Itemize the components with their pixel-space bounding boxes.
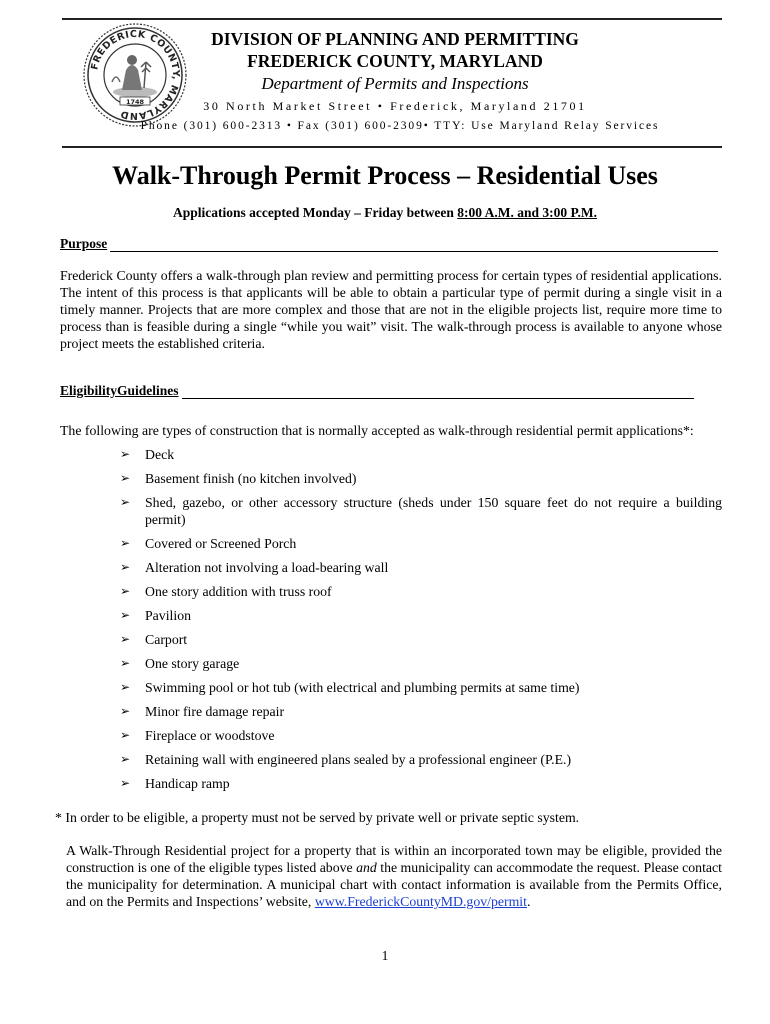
header-bottom-rule	[62, 146, 722, 148]
seal-icon	[82, 22, 188, 128]
arrow-bullet-icon: ➢	[120, 536, 131, 550]
purpose-paragraph: Frederick County offers a walk-through plan review and permitting process for certain types of residential applications. The intent of this process is that applicants will be able to obtain a particular type of permit during a single visit in a timely manner. Projects that are more complex and those that are not in the eligible projects list, require more time to process than is feasible during a single “while you wait” visit. The walk-through process is available to anyone whose project meets the established criteria.	[60, 268, 722, 351]
arrow-bullet-icon: ➢	[120, 632, 131, 646]
arrow-bullet-icon: ➢	[120, 776, 131, 790]
eligibility-intro: The following are types of construction that is normally accepted as walk-through residential permit applications*:	[60, 423, 694, 438]
arrow-bullet-icon: ➢	[120, 704, 131, 718]
county-seal-logo	[82, 22, 188, 128]
phone-fax-line: Phone (301) 600-2313 • Fax (301) 600-2309• TTY: Use Maryland Relay Services	[140, 120, 660, 132]
list-item: ➢ One story garage	[120, 656, 240, 671]
application-hours-prefix: Applications accepted Monday – Friday between	[172, 205, 458, 220]
municipal-emphasis: and	[356, 860, 377, 875]
list-item: ➢ Shed, gazebo, or other accessory structure (sheds under 150 square feet do not require a building permit)	[120, 495, 722, 527]
page-number: 1	[381, 948, 389, 963]
arrow-bullet-icon: ➢	[120, 752, 131, 766]
document-title: Walk-Through Permit Process – Residential Uses	[112, 161, 658, 190]
list-item: ➢ Fireplace or woodstove	[120, 728, 275, 743]
arrow-bullet-icon: ➢	[120, 471, 131, 485]
list-item: ➢ Pavilion	[120, 608, 191, 623]
eligibility-footnote: * In order to be eligible, a property must not be served by private well or private septic system.	[55, 810, 580, 825]
seal-ring-text: FREDERICK COUNTY, MARYLAND	[89, 28, 182, 122]
purpose-heading-label: Purpose	[60, 236, 108, 251]
arrow-bullet-icon: ➢	[120, 560, 131, 574]
permits-website-link[interactable]: www.FrederickCountyMD.gov/permit	[314, 894, 527, 909]
list-item: ➢ Deck	[120, 447, 175, 462]
arrow-bullet-icon: ➢	[120, 680, 131, 694]
list-item: ➢ Covered or Screened Porch	[120, 536, 297, 551]
list-item: ➢ Minor fire damage repair	[120, 704, 285, 719]
municipal-text-2: the municipality can accommodate the request. Please contact the municipality for determination. A municipal chart with contact information is available from the Permits Office, and on the Permits and Inspections’ website,	[66, 860, 722, 909]
list-item: ➢ One story addition with truss roof	[120, 584, 332, 599]
division-title: DIVISION OF PLANNING AND PERMITTING	[211, 29, 579, 49]
list-item: ➢ Handicap ramp	[120, 776, 230, 791]
municipal-text-end: .	[526, 894, 531, 909]
arrow-bullet-icon: ➢	[120, 728, 131, 742]
application-hours	[0, 205, 770, 221]
eligibility-heading-label: EligibilityGuidelines	[60, 383, 179, 398]
seal-year: 1748	[125, 98, 145, 106]
arrow-bullet-icon: ➢	[120, 584, 131, 598]
arrow-bullet-icon: ➢	[120, 447, 131, 461]
municipal-paragraph	[66, 842, 722, 910]
list-item: ➢ Basement finish (no kitchen involved)	[120, 471, 357, 486]
list-item: ➢ Carport	[120, 632, 188, 647]
list-item: ➢ Swimming pool or hot tub (with electrical and plumbing permits at same time)	[120, 680, 580, 695]
eligibility-heading-rule	[182, 398, 694, 399]
purpose-heading	[60, 236, 722, 252]
list-item: ➢ Alteration not involving a load-bearing wall	[120, 560, 389, 575]
arrow-bullet-icon: ➢	[120, 495, 131, 509]
application-hours-time: 8:00 A.M. and 3:00 P.M.	[457, 205, 597, 220]
department-title: Department of Permits and Inspections	[261, 74, 529, 93]
arrow-bullet-icon: ➢	[120, 608, 131, 622]
municipal-text-1: A Walk-Through Residential project for a property that is within an incorporated town may be eligible, provided the construction is one of the eligible types listed above	[66, 843, 722, 875]
purpose-heading-rule	[110, 251, 718, 252]
eligibility-heading	[60, 383, 700, 399]
address-line: 30 North Market Street • Frederick, Maryland 21701	[203, 99, 587, 113]
county-title: FREDERICK COUNTY, MARYLAND	[247, 51, 543, 71]
eligible-projects-list	[120, 446, 722, 799]
arrow-bullet-icon: ➢	[120, 656, 131, 670]
header-top-rule	[62, 18, 722, 20]
list-item: ➢ Retaining wall with engineered plans sealed by a professional engineer (P.E.)	[120, 752, 572, 767]
